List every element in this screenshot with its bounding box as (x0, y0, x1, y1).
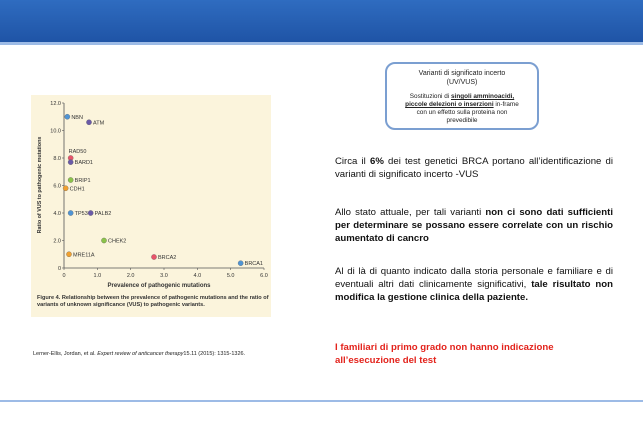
paragraph-vus-frequency (335, 155, 613, 181)
data-point-brca2 (151, 254, 156, 259)
y-tick-label: 8.0 (53, 156, 61, 162)
chart-marks (63, 114, 263, 267)
vus-definition-box (385, 62, 539, 130)
p2-text-a: Allo stato attuale, per tali varianti (335, 207, 486, 218)
data-point-cdh1 (63, 186, 68, 191)
citation-authors: Lerner-Ellis, Jordan, et al. (33, 351, 98, 357)
paragraph-insufficient-data (335, 206, 613, 245)
data-label-mre11a: MRE11A (73, 252, 95, 259)
figure-panel (31, 95, 271, 317)
data-label-brca1: BRCA1 (244, 261, 264, 268)
x-tick-label: 3.0 (160, 273, 168, 279)
data-label-chek2: CHEK2 (108, 238, 127, 245)
data-point-chek2 (101, 238, 106, 243)
y-tick-label: 2.0 (53, 238, 61, 245)
data-point-brca1 (238, 261, 243, 266)
data-label-brca2: BRCA2 (158, 255, 177, 261)
citation-journal: Expert review of anticancer therapy (97, 351, 184, 357)
y-tick-label: 10.0 (50, 128, 61, 135)
x-tick-label: 6.0 (260, 273, 268, 279)
data-point-bard1 (68, 160, 73, 165)
data-label-cdh1: CDH1 (69, 186, 85, 193)
p1-text-a: Circa il (335, 156, 370, 167)
data-point-tp53 (68, 210, 73, 215)
callout-title-line2: (UV/VUS) (446, 79, 478, 86)
data-label-rad50: RAD50 (68, 149, 87, 155)
p3-text-a: Al di là di quanto indicato dalla storia personale e familiare e di eventuali altri dati clinicamente significativi, (335, 266, 613, 290)
callout-body-post3: prevedibile (446, 117, 478, 124)
data-label-bard1: BARD1 (74, 160, 94, 167)
p1-text-c: dei test genetici BRCA portano all’identificazione di varianti di significato incerto -VUS (335, 156, 613, 180)
data-point-atm (86, 120, 91, 125)
callout-body-bold1: singoli amminoacidi, (451, 93, 515, 100)
data-label-tp53: TP53 (74, 211, 88, 217)
callout-body-post2: con un effetto sulla proteina non (416, 109, 508, 116)
p2-text-bold: non ci sono dati sufficienti per determinare se possano essere correlate con un rischio aumentato di cancro (335, 207, 613, 244)
data-label-brip1: BRIP1 (74, 178, 91, 184)
data-point-mre11a (66, 252, 71, 257)
y-tick-label: 12.0 (50, 101, 61, 107)
x-axis-label: Prevalence of pathogenic mutations (107, 283, 211, 289)
x-tick-label: 5.0 (226, 273, 235, 279)
data-point-brip1 (68, 177, 73, 182)
x-tick-label: 0 (62, 273, 66, 279)
paragraph-relatives-warning: I familiari di primo grado non hanno indicazione all’esecuzione del test (335, 342, 554, 366)
callout-title-line1: Varianti di significato incerto (418, 70, 506, 77)
footer-divider (0, 400, 643, 402)
data-label-atm: ATM (93, 120, 105, 127)
data-label-palb2: PALB2 (94, 211, 112, 217)
p1-percentage: 6% (369, 156, 384, 167)
x-tick-label: 1.0 (93, 273, 102, 279)
title-bar (0, 0, 643, 45)
callout-title (387, 69, 537, 87)
y-tick-label: 4.0 (53, 211, 61, 217)
y-tick-label: 0 (57, 266, 61, 272)
y-axis-label: Ratio of VUS to pathogenic mutations (37, 136, 43, 234)
citation-details: 15.11 (2015): 1315-1326. (183, 351, 246, 357)
data-point-palb2 (88, 210, 93, 215)
figure-caption: Figure 4. Relationship between the prevalence of pathogenic mutations and the ratio of variants of unknown significance (VUS) to pathogenic variants. (37, 295, 269, 308)
citation (33, 351, 245, 357)
callout-body (387, 93, 537, 125)
y-tick-label: 6.0 (53, 183, 61, 190)
data-label-nbn: NBN (71, 114, 83, 121)
x-tick-label: 4.0 (193, 273, 202, 279)
data-point-nbn (65, 114, 70, 119)
callout-body-post1: in-frame (493, 101, 519, 108)
x-tick-label: 2.0 (126, 273, 135, 279)
scatter-chart (31, 95, 271, 295)
callout-body-bold2: piccole delezioni o inserzioni (405, 101, 494, 108)
paragraph-clinical-management (335, 265, 613, 304)
callout-body-pre: Sostituzioni di (409, 93, 451, 100)
p3-text-bold: tale risultato non modifica la gestione clinica della paziente. (335, 279, 614, 303)
